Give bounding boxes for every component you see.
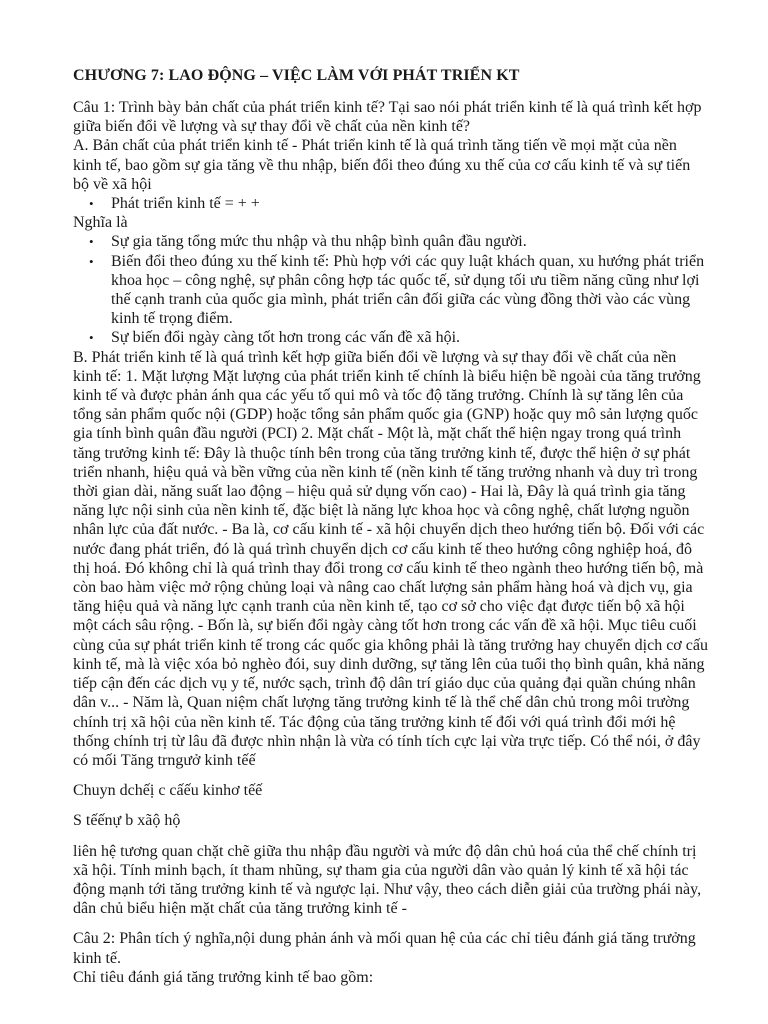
meaning-label: Nghĩa là — [73, 214, 128, 232]
link-paragraph: liên hệ tương quan chặt chẽ giữa thu nhập đầu người và mức độ dân chủ hoá của thể chế chính trị xã hội. Tính minh bạch, ít tham nhũng, sự tham gia của người dân vào quản lý kinh tế xã hội tác động mạnh tới tăng trưởng kinh tế và ngược lại. Như vậy, theo cách diễn giải của trường phái này, dân chủ biểu hiện mặt chất của tăng trưởng kinh tế - — [73, 842, 702, 918]
question-2: Câu 2: Phân tích ý nghĩa,nội dung phản ánh và mối quan hệ của các chỉ tiêu đánh giá tăng trưởng kinh tế. — [73, 930, 696, 967]
formula-item: • Phát triển kinh tế = + + — [111, 194, 708, 213]
meaning-list — [73, 232, 708, 347]
part-a-paragraph: A. Bản chất của phát triển kinh tế - Phát triển kinh tế là quá trình tăng tiến về mọi mặt của nền kinh tế, bao gồm sự gia tăng về thu nhập, biến đổi theo đúng xu thế của cơ cấu kinh tế và sự tiến bộ về xã hội — [73, 137, 691, 193]
meaning-item: • Sự gia tăng tổng mức thu nhập và thu nhập bình quân đầu người. — [111, 232, 708, 251]
meaning-item: • Biến đổi theo đúng xu thế kinh tế: Phù hợp với các quy luật khách quan, xu hướng phát triển khoa học – công nghệ, sự phân công hợp tác quốc tế, sử dụng tối ưu tiềm năng cũng như lợi thế cạnh tranh của quốc gia mình, phát triển cân đối giữa các vùng đồng thời vào các vùng kinh tế trọng điểm. — [111, 252, 708, 329]
garbled-line-2: S tếếnự b xãộ hộ — [73, 812, 181, 830]
chapter-title: CHƯƠNG 7: LAO ĐỘNG – VIỆC LÀM VỚI PHÁT TRIỂN KT — [73, 67, 520, 84]
garbled-line-1: Chuyn dchếị c cấếu kinhơ tếế — [73, 782, 263, 800]
question-1: Câu 1: Trình bày bản chất của phát triển kinh tế? Tại sao nói phát triển kinh tế là quá trình kết hợp giữa biến đổi về lượng và sự thay đổi về chất của nền kinh tế? — [73, 99, 702, 136]
indicators-intro: Chỉ tiêu đánh giá tăng trưởng kinh tế bao gồm: — [73, 968, 374, 986]
formula-list — [73, 194, 708, 213]
meaning-item: • Sự biến đổi ngày càng tốt hơn trong các vấn đề xã hội. — [111, 328, 708, 347]
part-b-paragraph: B. Phát triển kinh tế là quá trình kết hợp giữa biến đổi về lượng và sự thay đổi về chất của nền kinh tế: 1. Mặt lượng Mặt lượng của phát triển kinh tế chính là biểu hiện bề ngoài của tăng trưởng kinh tế và được phản ánh qua các yếu tố qui mô và tốc độ tăng trưởng. Chính là sự tăng lên của tổng sản phẩm quốc nội (GDP) hoặc tổng sản phẩm quốc gia (GNP) hoặc quy mô sản lượng quốc gia tính bình quân đầu người (PCI) 2. Mặt chất - Một là, mặt chất thể hiện ngay trong quá trình tăng trưởng kinh tế: Đây là thuộc tính bên trong của tăng trưởng kinh tế, được thể hiện ở sự phát triển nhanh, hiệu quả và bền vững của nền kinh tế (nền kinh tế tăng trưởng nhanh và duy trì trong thời gian dài, năng suất lao động – hiệu quả sử dụng vốn cao) - Hai là, Đây là quá trình gia tăng năng lực nội sinh của nền kinh tế, đặc biệt là năng lực khoa học và công nghệ, chất lượng nguồn nhân lực của đất nước. - Ba là, cơ cấu kinh tế - xã hội chuyển dịch theo hướng tiến bộ. Đối với các nước đang phát triển, đó là quá trình chuyển dịch cơ cấu kinh tế theo hướng công nghiệp hoá, đô thị hoá. Đó không chỉ là quá trình thay đổi trong cơ cấu kinh tế theo ngành theo hướng tiến bộ, mà còn bao hàm việc mở rộng chủng loại và nâng cao chất lượng sản phẩm hàng hoá và dịch vụ, gia tăng hiệu quả và năng lực cạnh tranh của nền kinh tế, tạo cơ sở cho việc đạt được tiến bộ xã hội một cách sâu rộng. - Bốn là, sự biến đổi ngày càng tốt hơn trong các vấn đề xã hội. Mục tiêu cuối cùng của sự phát triển kinh tế trong các quốc gia không phải là tăng trưởng hay chuyển dịch cơ cấu kinh tế, mà là việc xóa bỏ nghèo đói, suy dinh dưỡng, sự tăng lên của tuổi thọ bình quân, khả năng tiếp cận đến các dịch vụ y tế, nước sạch, trình độ dân trí giáo dục của quảng đại quần chúng nhân dân v... - Năm là, Quan niệm chất lượng tăng trưởng kinh tế là thể chế dân chủ trong môi trường chính trị xã hội của nền kinh tế. Tác động của tăng trưởng kinh tế đối với quá trình đổi mới hệ thống chính trị từ lâu đã được nhìn nhận là vừa có tính tích cực lại vừa trực tiếp. Có thể nói, ở đây có mối Tăng trngưở kinh tếế — [73, 348, 708, 769]
